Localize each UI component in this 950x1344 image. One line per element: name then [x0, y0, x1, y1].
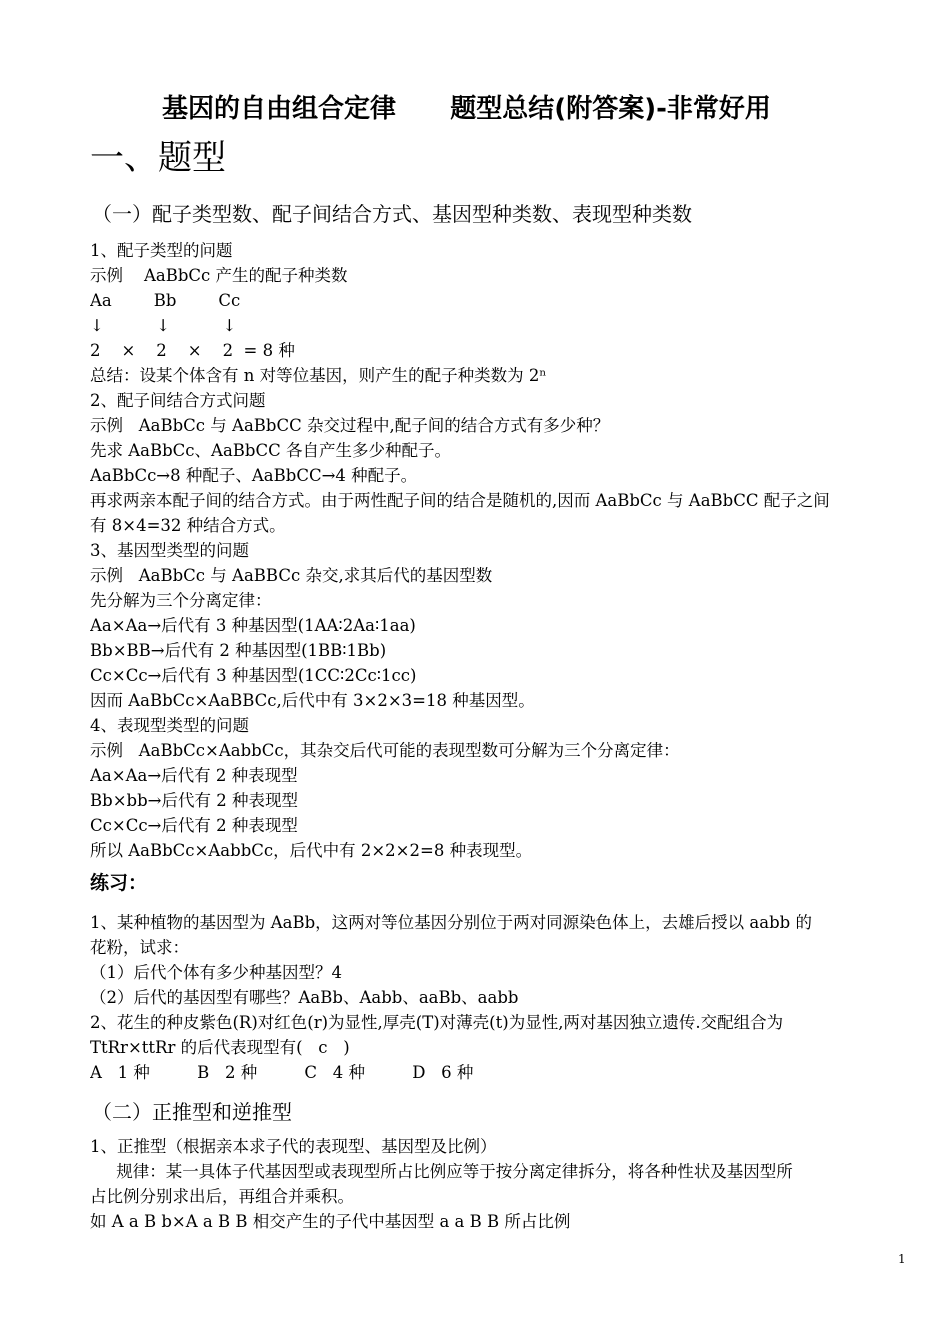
practice-body	[90, 910, 910, 1085]
text-line: Aa Bb Cc	[90, 291, 241, 310]
text-line: 所以 AaBbCc×AabbCc，后代中有 2×2×2=8 种表现型。	[90, 841, 533, 860]
text-line: （1）后代个体有多少种基因型？4	[90, 963, 342, 982]
text-line: Aa×Aa→后代有 3 种基因型(1AA∶2Aa∶1aa)	[90, 616, 416, 635]
text-line: 占比例分别求出后，再组合并乘积。	[90, 1187, 354, 1206]
text-line: AaBbCc→8 种配子、AaBbCC→4 种配子。	[90, 466, 418, 485]
text-line: （2）后代的基因型有哪些？AaBb、Aabb、aaBb、aabb	[90, 988, 519, 1007]
section-heading: 一、题型	[90, 138, 226, 178]
part2-heading: （二）正推型和逆推型	[92, 1100, 292, 1124]
text-line: 1、配子类型的问题	[90, 241, 233, 260]
text-line: 4、表现型类型的问题	[90, 716, 249, 735]
text-line: 如 A a B b×A a B B 相交产生的子代中基因型 a a B B 所占比例	[90, 1212, 571, 1231]
part2-body	[90, 1134, 910, 1234]
text-line: 3、基因型类型的问题	[90, 541, 249, 560]
text-line: 2、花生的种皮紫色(R)对红色(r)为显性,厚壳(T)对薄壳(t)为显性,两对基因独立遗传.交配组合为	[90, 1013, 784, 1032]
text-line: 规律：某一具体子代基因型或表现型所占比例应等于按分离定律拆分，将各种性状及基因型所	[90, 1162, 793, 1181]
text-line: 总结：设某个体含有 n 对等位基因，则产生的配子种类数为 2ⁿ	[90, 366, 547, 385]
text-line: A 1 种 B 2 种 C 4 种 D 6 种	[90, 1063, 474, 1082]
text-line: 先求 AaBbCc、AaBbCC 各自产生多少种配子。	[90, 441, 451, 460]
text-line: 1、正推型（根据亲本求子代的表现型、基因型及比例）	[90, 1137, 497, 1156]
text-line: Bb×BB→后代有 2 种基因型(1BB∶1Bb)	[90, 641, 387, 660]
practice-heading: 练习：	[90, 872, 148, 894]
text-line: 2、配子间结合方式问题	[90, 391, 266, 410]
text-line: 因而 AaBbCc×AaBBCc,后代中有 3×2×3=18 种基因型。	[90, 691, 535, 710]
part1-heading: （一）配子类型数、配子间结合方式、基因型种类数、表现型种类数	[92, 202, 692, 226]
text-line: 再求两亲本配子间的结合方式。由于两性配子间的结合是随机的,因而 AaBbCc 与 AaBbCC 配子之间	[90, 491, 830, 510]
text-line: Aa×Aa→后代有 2 种表现型	[90, 766, 298, 785]
text-line: 示例 AaBbCc 与 AaBBCc 杂交,求其后代的基因型数	[90, 566, 493, 585]
text-line: Bb×bb→后代有 2 种表现型	[90, 791, 298, 810]
text-line: 2 × 2 × 2 = 8 种	[90, 341, 295, 360]
part1-body	[90, 238, 910, 863]
text-line: 花粉，试求：	[90, 938, 189, 957]
text-line: 有 8×4=32 种结合方式。	[90, 516, 286, 535]
text-line: 先分解为三个分离定律：	[90, 591, 272, 610]
page-number: 1	[898, 1252, 906, 1266]
text-line: Cc×Cc→后代有 3 种基因型(1CC∶2Cc∶1cc)	[90, 666, 417, 685]
text-line: TtRr×ttRr 的后代表现型有( c )	[90, 1038, 350, 1057]
text-line: ↓ ↓ ↓	[90, 316, 237, 335]
text-line: 示例 AaBbCc×AabbCc，其杂交后代可能的表现型数可分解为三个分离定律：	[90, 741, 680, 760]
text-line: 1、某种植物的基因型为 AaBb，这两对等位基因分别位于两对同源染色体上，去雄后授以 aabb 的	[90, 913, 812, 932]
text-line: 示例 AaBbCc 产生的配子种类数	[90, 266, 348, 285]
document-title: 基因的自由组合定律 题型总结(附答案)-非常好用	[162, 94, 771, 124]
text-line: Cc×Cc→后代有 2 种表现型	[90, 816, 298, 835]
text-line: 示例 AaBbCc 与 AaBbCC 杂交过程中,配子间的结合方式有多少种？	[90, 416, 610, 435]
